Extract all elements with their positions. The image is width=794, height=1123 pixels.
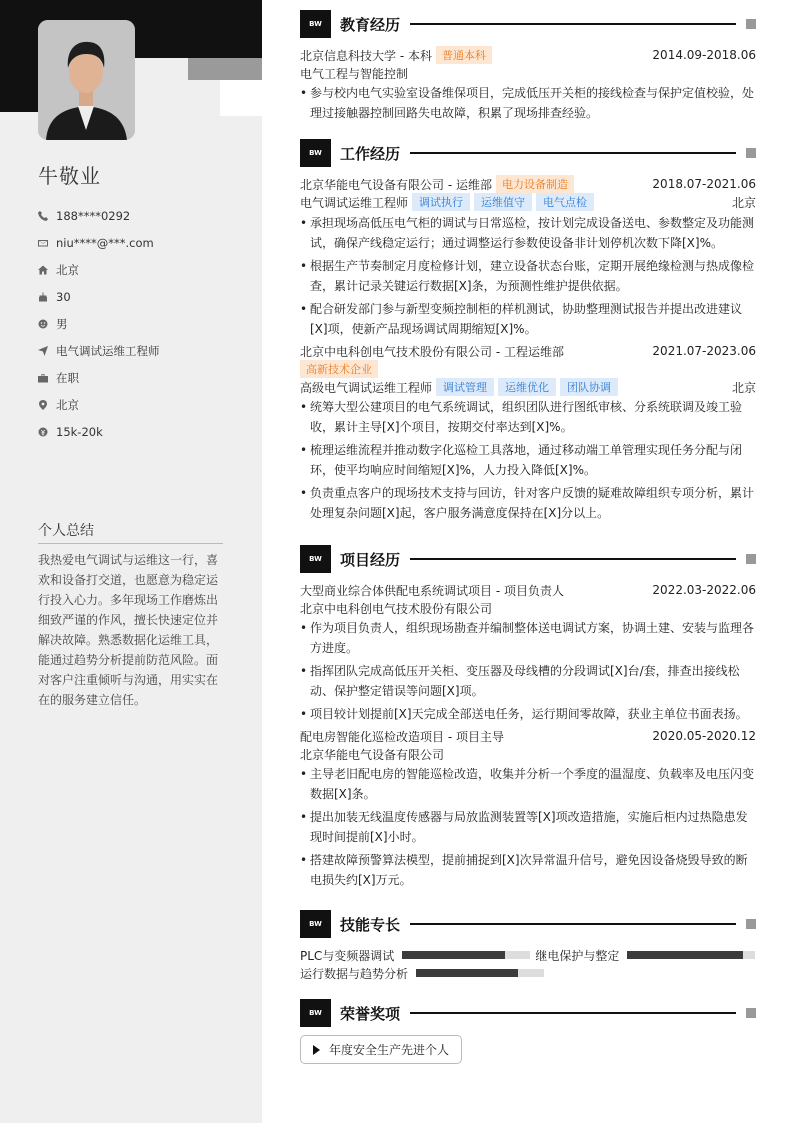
skill-tag: 团队协调 — [560, 378, 618, 396]
skill-tag: 运维优化 — [498, 378, 556, 396]
money-icon — [38, 427, 56, 437]
skill-bar-fill — [627, 951, 742, 959]
list-item: • 作为项目负责人，组织现场勘查并编制整体送电调试方案，协调土建、安装与监理各方进度。 — [300, 618, 756, 658]
project-company-row — [300, 599, 756, 617]
award-item — [300, 1035, 462, 1064]
briefcase-icon — [38, 373, 56, 383]
project-company-row — [300, 745, 756, 763]
skill-name: 运行数据与趋势分析 — [300, 966, 409, 981]
section-header — [300, 545, 756, 573]
candidate-name: 牛敬业 — [38, 164, 101, 188]
project-name: 配电房智能化巡检改造项目 - 项目主导 — [300, 729, 504, 744]
job-company-row — [300, 175, 756, 193]
info-email — [38, 229, 238, 256]
job-company-row — [300, 342, 756, 360]
decor-black-block — [0, 58, 38, 112]
info-position — [38, 337, 238, 364]
major: 电气工程与智能控制 — [300, 66, 409, 81]
work-section — [300, 139, 756, 526]
skill-row — [300, 946, 756, 964]
list-item: • 提出加装无线温度传感器与局放监测装置等[X]项改造措施，实施后柜内过热隐患发现时间提前[X]小时。 — [300, 807, 756, 847]
list-item: • 搭建故障预警算法模型，提前捕捉到[X]次异常温升信号，避免因设备烧毁导致的断电损失约[X]万元。 — [300, 850, 756, 890]
section-badge: BW — [300, 910, 331, 938]
summary-title: 个人总结 — [38, 520, 223, 544]
project-company: 北京中电科创电气技术股份有限公司 — [300, 601, 493, 616]
education-bullets — [300, 83, 756, 123]
company-tag: 高新技术企业 — [300, 360, 378, 378]
section-divider — [410, 152, 736, 154]
project-row — [300, 727, 756, 745]
position-text: 电气调试运维工程师 — [56, 343, 160, 358]
list-item: • 指挥团队完成高低压开关柜、变压器及母线槽的分段调试[X]台/套，排查出接线松动、保护整定错误等问题[X]项。 — [300, 661, 756, 701]
project-name: 大型商业综合体供配电系统调试项目 - 项目负责人 — [300, 583, 564, 598]
education-section — [300, 10, 756, 126]
award-name: 年度安全生产先进个人 — [329, 1043, 450, 1057]
section-header — [300, 139, 756, 167]
section-square — [746, 19, 756, 29]
project-company: 北京华能电气设备有限公司 — [300, 747, 445, 762]
company-tag: 电力设备制造 — [496, 175, 574, 193]
list-item: • 承担现场高低压电气柜的调试与日常巡检，按计划完成设备送电、参数整定及功能测试，确保产线稳定运行；通过调整运行参数使设备非计划停机次数下降[X]%。 — [300, 213, 756, 253]
project-date: 2020.05-2020.12 — [652, 729, 756, 743]
job-bullets — [300, 397, 756, 523]
awards-section — [300, 999, 756, 1064]
mail-icon — [38, 238, 56, 248]
info-salary — [38, 418, 238, 445]
avatar — [38, 20, 135, 140]
company-tag-row — [300, 360, 756, 378]
skill-bar-fill — [416, 969, 518, 977]
info-location — [38, 391, 238, 418]
list-item: • 统筹大型公建项目的电气系统调试，组织团队进行图纸审核、分系统联调及竣工验收，累计主导[X]个项目，按期交付率达到[X]%。 — [300, 397, 756, 437]
skill-name: PLC与变频器调试 — [300, 948, 395, 963]
salary-text: 15k-20k — [56, 424, 103, 439]
skill-name: 继电保护与整定 — [535, 948, 620, 963]
section-divider — [410, 558, 736, 560]
hometown-text: 北京 — [56, 262, 79, 277]
info-home — [38, 256, 238, 283]
home-icon — [38, 265, 56, 275]
skill-tag: 运维值守 — [474, 193, 532, 211]
list-item: • 根据生产节奏制定月度检修计划，建立设备状态台账，定期开展绝缘检测与热成像检查，累计记录关键运行数据[X]条，为预测性维护提供依据。 — [300, 256, 756, 296]
job-city: 北京 — [731, 195, 756, 210]
job-position: 电气调试运维工程师 — [300, 195, 409, 210]
info-age — [38, 283, 238, 310]
major-row — [300, 64, 756, 82]
company-name: 北京中电科创电气技术股份有限公司 - 工程运维部 — [300, 344, 564, 359]
list-item: • 主导老旧配电房的智能巡检改造，收集并分析一个季度的温湿度、负载率及电压闪变数据[X]条。 — [300, 764, 756, 804]
list-item: • 配合研发部门参与新型变频控制柜的样机测试，协助整理测试报告并提出改进建议[X]项，使新产品现场调试周期缩短[X]%。 — [300, 299, 756, 339]
skill-tag: 调试执行 — [412, 193, 470, 211]
section-title: 项目经历 — [340, 550, 401, 569]
projects-section — [300, 545, 756, 893]
skills-section — [300, 910, 756, 982]
section-square — [746, 554, 756, 564]
send-icon — [38, 346, 56, 356]
summary-text: 我热爱电气调试与运维这一行，喜欢和设备打交道，也愿意为稳定运行投入心力。多年现场工作磨炼出细致严谨的作风，擅长快速定位并解决故障。熟悉数据化运维工具，能通过趋势分析提前防范风险。面对客户注重倾听与沟通，用实实在在的服务建立信任。 — [38, 553, 219, 707]
list-item: • 项目较计划提前[X]天完成全部送电任务，运行期间零故障，获业主单位书面表扬。 — [300, 704, 756, 724]
job-bullets — [300, 213, 756, 339]
info-phone — [38, 202, 238, 229]
section-header — [300, 910, 756, 938]
section-square — [746, 1008, 756, 1018]
section-title: 荣誉奖项 — [340, 1004, 401, 1023]
skill-bar-fill — [402, 951, 504, 959]
section-badge: BW — [300, 139, 331, 167]
location-icon — [38, 400, 56, 410]
status-text: 在职 — [56, 370, 79, 385]
section-header — [300, 999, 756, 1027]
education-row — [300, 46, 756, 64]
list-item: • 参与校内电气实验室设备维保项目，完成低压开关柜的接线检查与保护定值校验，处理过接触器控制回路失电故障，积累了现场排查经验。 — [300, 83, 756, 123]
skill-row — [300, 964, 756, 982]
job-position-row — [300, 378, 756, 396]
project-bullets — [300, 764, 756, 890]
section-title: 技能专长 — [340, 915, 401, 934]
email-text: niu****@***.com — [56, 235, 154, 250]
gender-text: 男 — [56, 316, 68, 331]
job-date: 2018.07-2021.06 — [652, 177, 756, 191]
info-status — [38, 364, 238, 391]
job-city: 北京 — [731, 380, 756, 395]
job-date: 2021.07-2023.06 — [652, 344, 756, 358]
skill-tag: 电气点检 — [536, 193, 594, 211]
avatar-image — [38, 20, 135, 140]
decor-gray-bar — [188, 58, 262, 80]
cake-icon — [38, 292, 56, 302]
section-title: 教育经历 — [340, 15, 401, 34]
skill-bar — [402, 951, 530, 959]
skill-bar — [416, 969, 544, 977]
section-divider — [410, 1012, 736, 1014]
list-item: • 梳理运维流程并推动数字化巡检工具落地，通过移动端工单管理实现任务分配与闭环，使平均响应时间缩短[X]%，人力投入降低[X]%。 — [300, 440, 756, 480]
company-name: 北京华能电气设备有限公司 - 运维部 — [300, 177, 492, 192]
job-position: 高级电气调试运维工程师 — [300, 380, 433, 395]
section-divider — [410, 23, 736, 25]
skill-tag: 调试管理 — [436, 378, 494, 396]
section-square — [746, 148, 756, 158]
phone-text: 188****0292 — [56, 208, 131, 223]
section-square — [746, 919, 756, 929]
section-divider — [410, 923, 736, 925]
project-row — [300, 581, 756, 599]
section-badge: BW — [300, 10, 331, 38]
contact-info-list — [38, 202, 238, 445]
age-text: 30 — [56, 289, 71, 304]
school-tag: 普通本科 — [436, 46, 492, 64]
phone-icon — [38, 211, 56, 221]
education-date: 2014.09-2018.06 — [652, 48, 756, 62]
section-badge: BW — [300, 545, 331, 573]
list-item: • 负责重点客户的现场技术支持与回访，针对客户反馈的疑难故障组织专项分析，累计处理复杂问题[X]起，客户服务满意度保持在[X]分以上。 — [300, 483, 756, 523]
section-badge: BW — [300, 999, 331, 1027]
project-date: 2022.03-2022.06 — [652, 583, 756, 597]
section-title: 工作经历 — [340, 144, 401, 163]
project-bullets — [300, 618, 756, 724]
decor-white-block — [220, 80, 262, 116]
play-icon — [313, 1045, 320, 1055]
location-text: 北京 — [56, 397, 79, 412]
school-name: 北京信息科技大学 - 本科 — [300, 48, 432, 63]
gender-icon — [38, 319, 56, 329]
info-gender — [38, 310, 238, 337]
skill-bar — [627, 951, 755, 959]
section-header — [300, 10, 756, 38]
job-position-row — [300, 193, 756, 211]
